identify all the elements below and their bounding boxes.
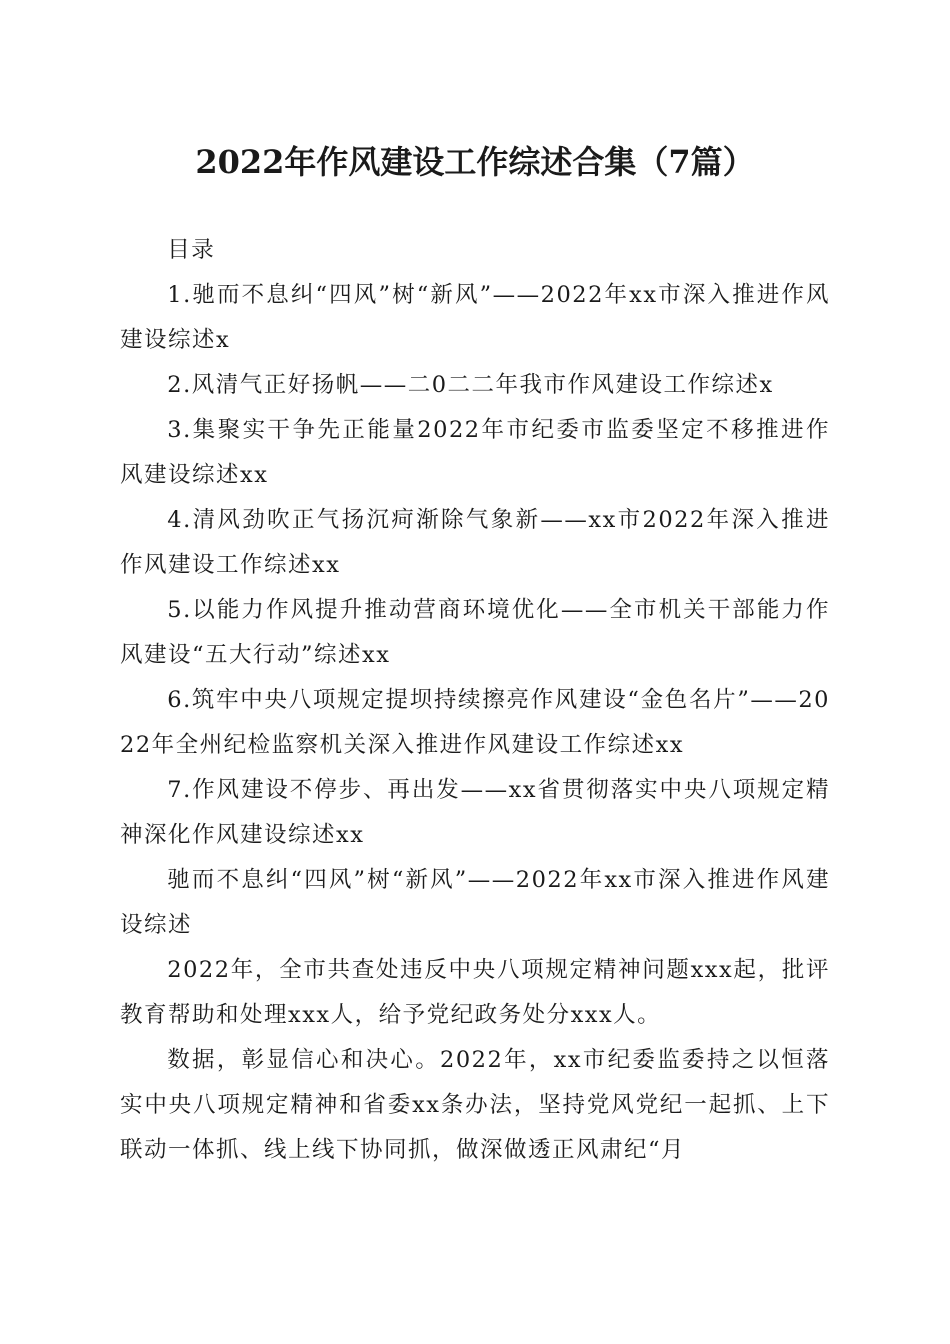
toc-item-4: 4.清风劲吹正气扬沉疴渐除气象新——xx市2022年深入推进作风建设工作综述xx — [120, 507, 830, 578]
toc-item-6: 6.筑牢中央八项规定提坝持续擦亮作风建设“金色名片”——2022年全州纪检监察机关深入推进作风建设工作综述xx — [120, 687, 830, 758]
article-title: 驰而不息纠“四风”树“新风”——2022年xx市深入推进作风建设综述 — [120, 867, 830, 938]
toc-item-1: 1.驰而不息纠“四风”树“新风”——2022年xx市深入推进作风建设综述x — [120, 282, 830, 353]
toc-item-3: 3.集聚实干争先正能量2022年市纪委市监委坚定不移推进作风建设综述xx — [120, 417, 830, 488]
body-paragraph: 数据，彰显信心和决心。2022年，xx市纪委监委持之以恒落实中央八项规定精神和省委xx条办法，坚持党风党纪一起抓、上下联动一体抓、线上线下协同抓，做深做透正风肃纪“月 — [120, 1047, 830, 1163]
toc-item-5: 5.以能力作风提升推动营商环境优化——全市机关干部能力作风建设“五大行动”综述xx — [120, 597, 830, 668]
document-body — [120, 228, 830, 1173]
body-paragraph: 2022年，全市共查处违反中央八项规定精神问题xxx起，批评教育帮助和处理xxx人，给予党纪政务处分xxx人。 — [120, 957, 830, 1028]
toc-item-2: 2.风清气正好扬帆——二0二二年我市作风建设工作综述x — [167, 372, 774, 398]
toc-heading: 目录 — [167, 237, 216, 263]
document-title: 2022年作风建设工作综述合集（7篇） — [195, 143, 755, 181]
toc-item-7: 7.作风建设不停步、再出发——xx省贯彻落实中央八项规定精神深化作风建设综述xx — [120, 777, 830, 848]
